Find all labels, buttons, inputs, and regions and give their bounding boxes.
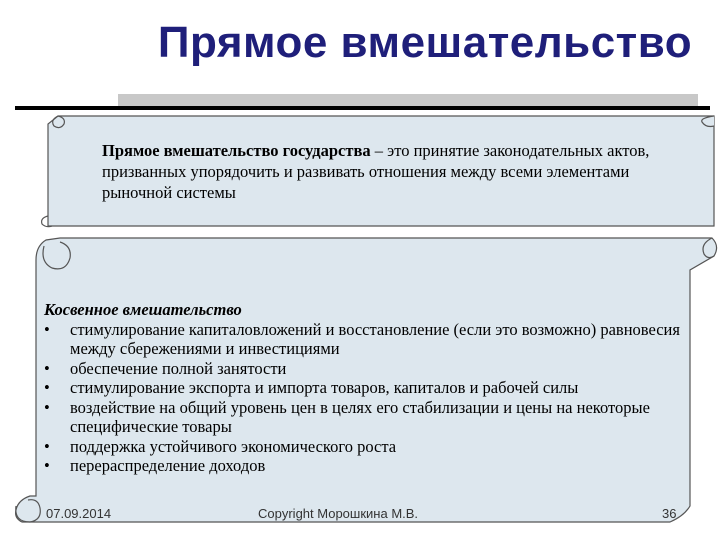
list-item bbox=[44, 437, 694, 457]
list-item-text: воздействие на общий уровень цен в целях его стабилизации и цены на некоторые специфические товары bbox=[70, 397, 650, 436]
list-item-text: обеспечение полной занятости bbox=[70, 358, 287, 378]
list-item-text: перераспределение доходов bbox=[70, 456, 266, 475]
list-item-text: стимулирование капиталовложений и восстановление (если это возможно) равновесия между сбережениями и инвестициями bbox=[70, 319, 680, 358]
page-number: 36 bbox=[662, 506, 677, 521]
bullet: • bbox=[44, 319, 50, 339]
definition-term: Прямое вмешательство государства bbox=[102, 141, 371, 160]
indirect-heading: Косвенное вмешательство bbox=[44, 300, 242, 319]
footer-copyright: Copyright Морошкина М.В. bbox=[258, 506, 419, 521]
bullet: • bbox=[44, 456, 50, 475]
bullet: • bbox=[44, 436, 50, 456]
definition-text bbox=[102, 140, 662, 203]
bullet: • bbox=[44, 358, 50, 378]
slide-title: Прямое вмешательство bbox=[157, 18, 693, 67]
footer-date: 07.09.2014 bbox=[46, 506, 112, 521]
list-item bbox=[44, 456, 694, 476]
list-item bbox=[44, 378, 694, 398]
indirect-section bbox=[44, 300, 694, 476]
bullet: • bbox=[44, 378, 50, 397]
list-item bbox=[44, 320, 694, 359]
indirect-list bbox=[44, 320, 694, 476]
definition-body: – это принятие законодательных актов, призванных упорядочить и развивать отношения между всеми элементами рыночной системы bbox=[102, 141, 650, 202]
list-item bbox=[44, 359, 694, 379]
list-item-text: поддержка устойчивого экономического роста bbox=[70, 436, 397, 456]
bullet: • bbox=[44, 397, 50, 417]
list-item bbox=[44, 398, 694, 437]
list-item-text: стимулирование экспорта и импорта товаров, капиталов и рабочей силы bbox=[70, 378, 579, 397]
